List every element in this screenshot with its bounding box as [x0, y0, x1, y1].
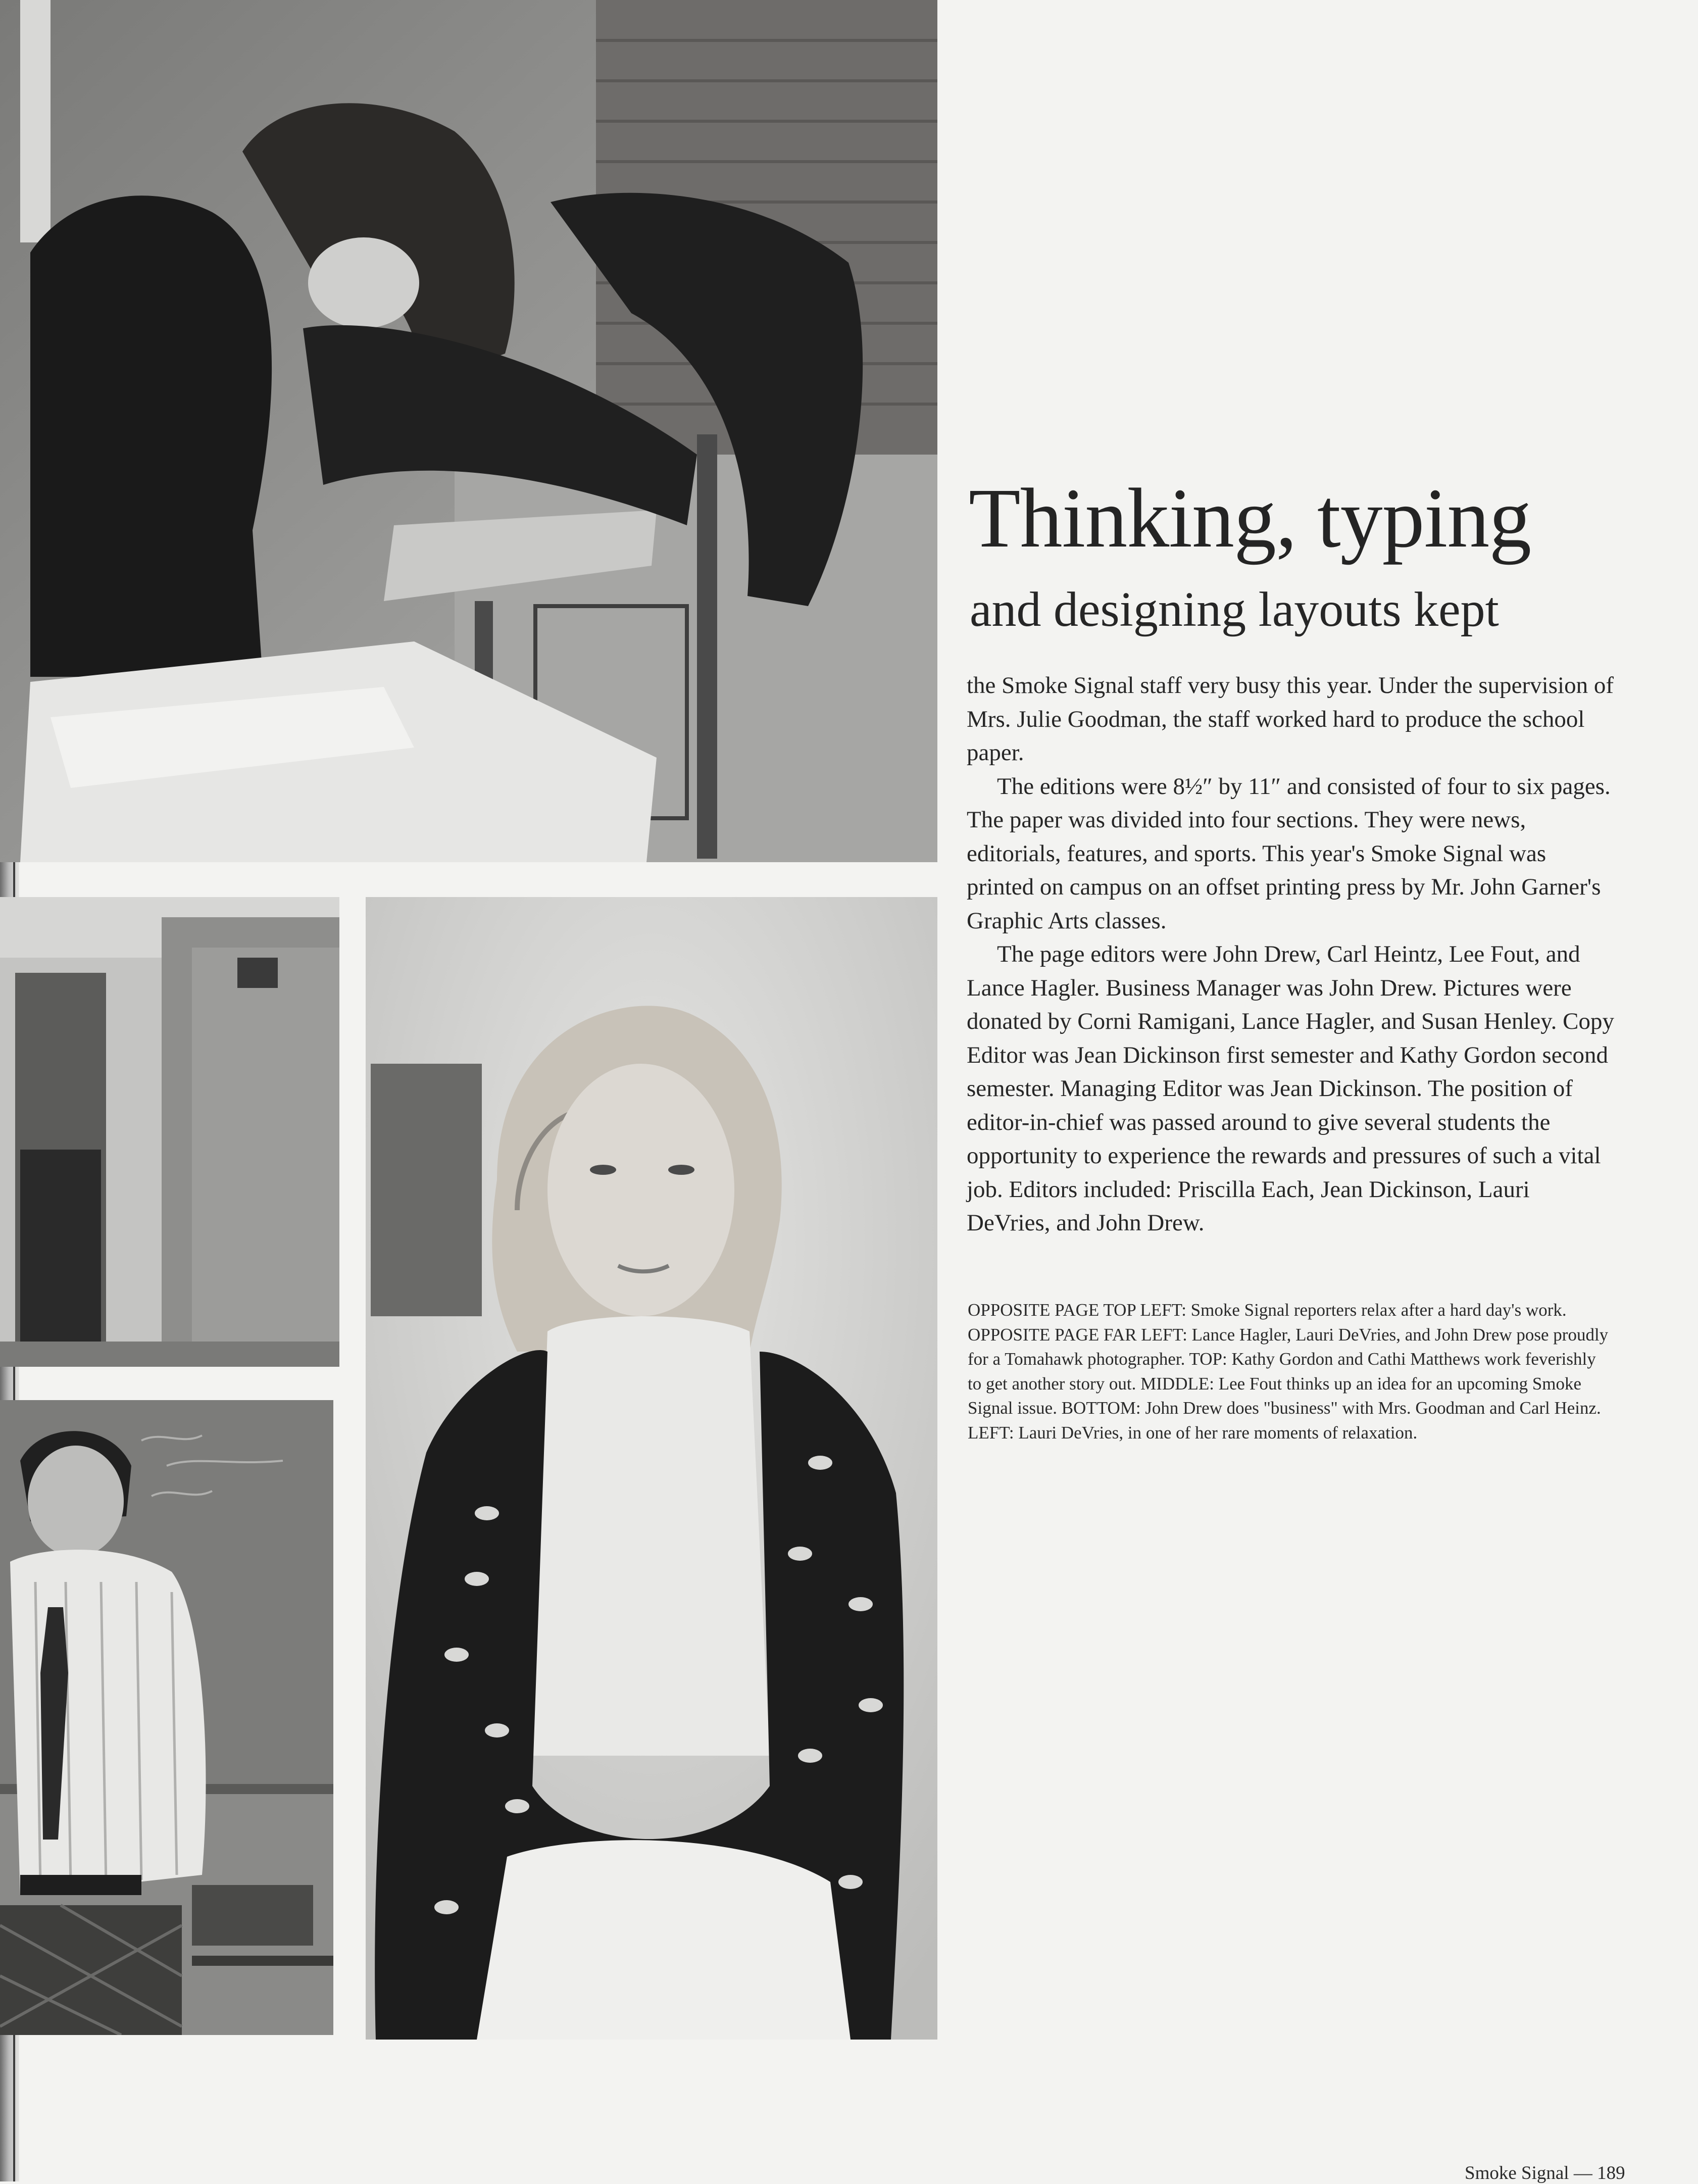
article-body: [967, 669, 1618, 1240]
photo-student-portrait: [366, 897, 937, 2040]
body-paragraph: The editions were 8½″ by 11″ and consisted of four to six pages. The paper was divided into four sections. They were news, editorials, features, and sports. This year's Smoke Signal was printed on campus on an offset printing press by Mr. John Garner's Graphic Arts classes.: [967, 773, 1611, 934]
subheadline: and designing layouts kept: [970, 582, 1499, 637]
photo-student-at-chalkboard: [0, 1400, 333, 2035]
photo-caption: OPPOSITE PAGE TOP LEFT: Smoke Signal reporters relax after a hard day's work. OPPOSITE PAGE FAR LEFT: Lance Hagler, Lauri DeVries, and John Drew pose proudly for a Tomahawk photographer. TOP: Kathy Gordon and Cathi Matthews work feverishly to get another story out. MIDDLE: Lee Fout thinks up an idea for an upcoming Smoke Signal issue. BOTTOM: John Drew does "business" with Mrs. Goodman and Carl Heinz. LEFT: Lauri DeVries, in one of her rare moments of relaxation.: [968, 1300, 1609, 1443]
photo-students-working-at-desk: [0, 0, 937, 862]
page-footer: Smoke Signal — 189: [1465, 2163, 1625, 2183]
body-paragraph: the Smoke Signal staff very busy this year. Under the supervision of Mrs. Julie Goodman, the staff worked hard to produce the school paper.: [967, 672, 1614, 766]
photo-classroom-doorway: [0, 897, 339, 1367]
headline: Thinking, typing: [969, 471, 1531, 565]
body-paragraph: The page editors were John Drew, Carl Heintz, Lee Fout, and Lance Hagler. Business Manager was John Drew. Pictures were donated by Corni Ramigani, Lance Hagler, and Susan Henley. Copy Editor was Jean Dickinson first semester and Kathy Gordon second semester. Managing Editor was Jean Dickinson. The position of editor-in-chief was passed around to give several students the opportunity to experience the rewards and pressures of such a vital job. Editors included: Priscilla Each, Jean Dickinson, Lauri DeVries, and John Drew.: [967, 941, 1615, 1236]
